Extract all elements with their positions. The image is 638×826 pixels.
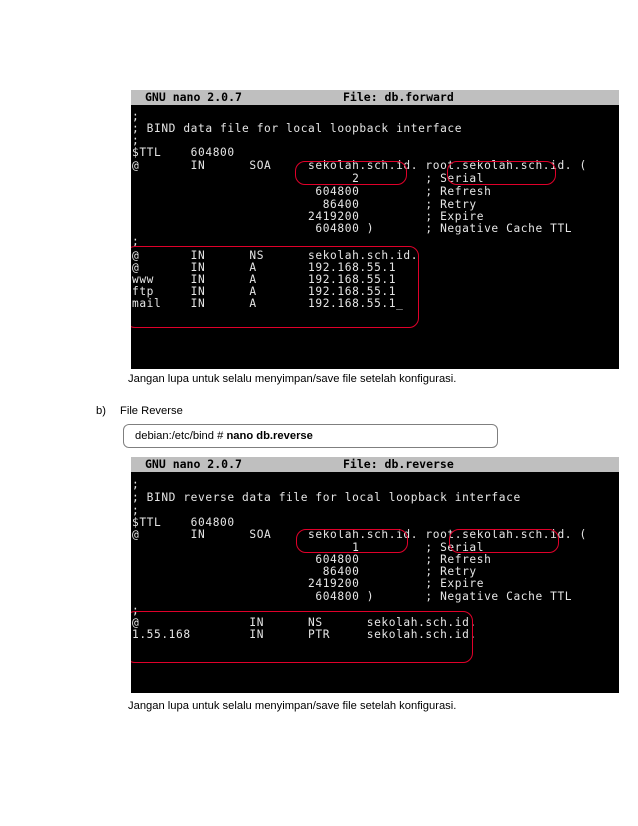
command-prompt: debian:/etc/bind # xyxy=(135,430,224,442)
code-line: @ IN SOA sekolah.sch.id. root.sekolah.sch.id. ( xyxy=(132,159,587,172)
code-line: ; xyxy=(132,134,140,147)
code-line: 86400 ; Retry xyxy=(132,565,477,578)
code-line: @ IN A 192.168.55.1 xyxy=(132,261,397,274)
terminal-forward xyxy=(131,90,619,369)
nano-titlebar xyxy=(131,90,619,105)
section-marker: b) xyxy=(96,405,106,417)
code-line: $TTL 604800 xyxy=(132,146,235,159)
code-line: 604800 ) ; Negative Cache TTL xyxy=(132,222,573,235)
code-line: ; xyxy=(132,504,140,517)
code-line: www IN A 192.168.55.1 xyxy=(132,273,397,286)
code-line: ; xyxy=(132,235,140,248)
command-box xyxy=(123,424,498,448)
code-line: mail IN A 192.168.55.1_ xyxy=(132,297,404,310)
code-line: 2419200 ; Expire xyxy=(132,577,485,590)
code-line: 2 ; Serial xyxy=(132,172,485,185)
nano-app-name: GNU nano 2.0.7 xyxy=(145,457,242,471)
code-line: 1 ; Serial xyxy=(132,541,485,554)
code-line: ; xyxy=(132,110,140,123)
code-line: ; BIND reverse data file for local loopback interface xyxy=(132,491,521,504)
code-line: ; xyxy=(132,478,140,491)
code-line: 86400 ; Retry xyxy=(132,198,477,211)
code-line: @ IN SOA sekolah.sch.id. root.sekolah.sch.id. ( xyxy=(132,528,587,541)
code-line: 1.55.168 IN PTR sekolah.sch.id. xyxy=(132,628,477,641)
code-line: $TTL 604800 xyxy=(132,516,235,529)
terminal-reverse xyxy=(131,457,619,693)
code-line: @ IN NS sekolah.sch.id. xyxy=(132,249,419,262)
nano-file-label: File: db.reverse xyxy=(343,457,454,471)
section-title: File Reverse xyxy=(120,405,183,417)
nano-app-name: GNU nano 2.0.7 xyxy=(145,90,242,104)
code-line: ; BIND data file for local loopback interface xyxy=(132,122,463,135)
code-line: @ IN NS sekolah.sch.id. xyxy=(132,616,477,629)
nano-file-label: File: db.forward xyxy=(343,90,454,104)
caption-save-forward: Jangan lupa untuk selalu menyimpan/save file setelah konfigurasi. xyxy=(128,373,457,385)
code-line: ; xyxy=(132,604,140,617)
nano-titlebar xyxy=(131,457,619,472)
code-line: 604800 ; Refresh xyxy=(132,553,492,566)
command-text: nano db.reverse xyxy=(226,430,313,442)
code-line: ftp IN A 192.168.55.1 xyxy=(132,285,397,298)
code-line: 604800 ) ; Negative Cache TTL xyxy=(132,590,573,603)
caption-save-reverse: Jangan lupa untuk selalu menyimpan/save file setelah konfigurasi. xyxy=(128,700,457,712)
code-line: 604800 ; Refresh xyxy=(132,185,492,198)
code-line: 2419200 ; Expire xyxy=(132,210,485,223)
